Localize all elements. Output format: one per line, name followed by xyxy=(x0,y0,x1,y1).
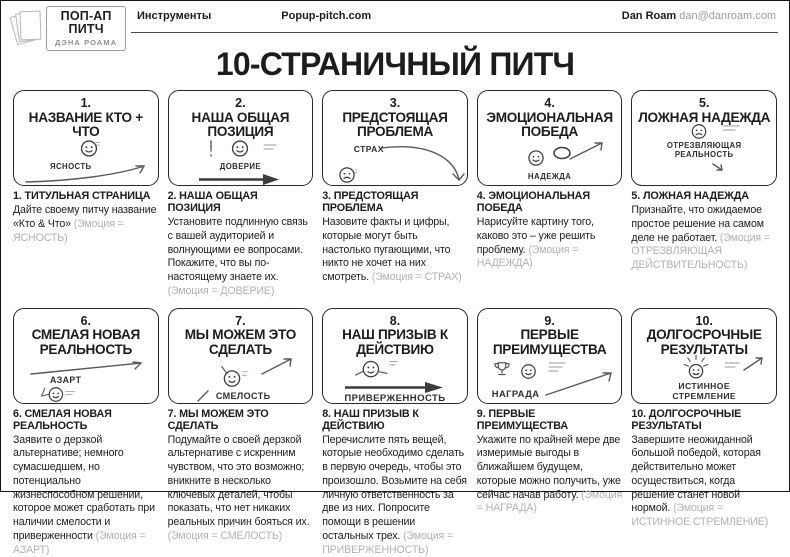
sketch-label: ДОВЕРИЕ xyxy=(219,161,262,171)
note-scribble-icon xyxy=(721,123,743,133)
sad-face-icon xyxy=(689,122,708,141)
rising-arrow-icon xyxy=(29,359,151,377)
emotion-note: (Эмоция = ИСТИННОЕ СТРЕМЛЕНИЕ) xyxy=(631,502,769,529)
pitch-card-9 xyxy=(477,308,623,404)
pitch-cell-9 xyxy=(477,308,623,557)
author-email[interactable]: dan@danroam.com xyxy=(679,10,776,22)
logo-title-line1: ПОП-АП xyxy=(60,9,112,23)
pitch-card-3 xyxy=(322,90,468,186)
pitch-card-1 xyxy=(13,90,159,186)
pitch-cell-1 xyxy=(13,90,159,299)
small-down-arrow-icon xyxy=(711,162,727,174)
face-icon xyxy=(519,362,538,381)
card-number: 1. xyxy=(80,96,92,110)
card-title: МЫ МОЖЕМ ЭТО СДЕЛАТЬ xyxy=(184,327,296,357)
card-title: НАШ ПРИЗЫВ К ДЕЙСТВИЮ xyxy=(342,327,448,357)
card-title: СМЕЛАЯ НОВАЯ РЕАЛЬНОСТЬ xyxy=(31,327,141,357)
card-number: 6. xyxy=(80,313,92,328)
radiant-face-icon xyxy=(681,354,711,380)
pitch-card-7 xyxy=(168,308,314,404)
emotion-note: (Эмоция = СТРАХ) xyxy=(371,271,462,284)
sketch-label: АЗАРТ xyxy=(50,375,82,386)
face-megaphone-icon xyxy=(39,385,79,404)
card-title: ЭМОЦИОНАЛЬНАЯ ПОБЕДА xyxy=(486,109,613,140)
card-number: 4. xyxy=(544,96,555,110)
card-sketch xyxy=(326,141,464,187)
curved-down-arrow-icon xyxy=(373,142,467,186)
face-icon xyxy=(230,138,251,159)
card-sketch xyxy=(17,358,155,404)
sketch-label: ПРИВЕРЖЕННОСТЬ xyxy=(344,393,446,405)
sketch-label: ОТРЕЗВЛЯЮЩАЯ РЕАЛЬНОСТЬ xyxy=(666,141,742,159)
rising-arrow-icon xyxy=(742,355,768,372)
description-title: 10. ДОЛГОСРОЧНЫЕ РЕЗУЛЬТАТЫ xyxy=(631,407,742,432)
rising-arrow-icon xyxy=(568,139,610,161)
pitch-card-6 xyxy=(13,308,159,404)
description-body: Дайте своему питчу название «Кто & Что» (Эмоция = ЯСНОСТЬ) xyxy=(13,204,157,244)
card-number: 2. xyxy=(235,96,246,110)
card-description xyxy=(168,408,314,544)
logo-subtitle: ДЭНА РОАМА xyxy=(55,38,118,47)
pitch-cell-7 xyxy=(168,308,314,557)
emotion-note: (Эмоция = НАДЕЖДА) xyxy=(476,243,579,270)
note-scribble-icon xyxy=(723,360,743,372)
pitch-card-8 xyxy=(322,308,468,404)
card-number: 9. xyxy=(544,313,555,328)
description-title: 4. ЭМОЦИОНАЛЬНАЯ ПОБЕДА xyxy=(476,190,590,214)
pitch-card-2 xyxy=(168,90,314,186)
card-number: 3. xyxy=(389,96,401,110)
face-icon xyxy=(526,148,546,168)
card-description xyxy=(477,408,623,517)
nav-item-tools: Инструменты xyxy=(137,10,212,22)
card-sketch xyxy=(17,141,155,187)
description-title: 8. НАШ ПРИЗЫВ К ДЕЙСТВИЮ xyxy=(322,407,419,432)
pitch-cell-5 xyxy=(631,90,777,299)
description-body: Признайте, что ожидаемое простое решение на самом деле не работает. (Эмоция = ОТРЕЗВЛЯЮЩАЯ ДЕЙСТВИТЕЛЬНОСТЬ) xyxy=(631,204,770,272)
emotion-note: (Эмоция = ДОВЕРИЕ) xyxy=(167,284,275,297)
card-sketch xyxy=(481,358,619,404)
card-description xyxy=(13,408,159,557)
speech-scribble-icon xyxy=(262,142,280,154)
author-name: Dan Roam xyxy=(621,10,677,22)
page-header xyxy=(1,1,789,45)
exclaim-figure-icon xyxy=(207,139,215,159)
description-body: Заявите о дерзкой альтернативе; немного сумасшедшем, но потенциально жизнеспособном решении, которое может сработать при наличии смелости и приверженности (Эмоция = АЗАРТ) xyxy=(13,433,155,556)
header-divider xyxy=(131,32,778,33)
pitch-cell-4 xyxy=(477,90,623,299)
header-nav xyxy=(137,10,371,22)
pitch-cell-6 xyxy=(13,308,159,557)
rising-arrow-icon xyxy=(260,356,298,376)
thought-bubble-icon xyxy=(552,146,572,160)
trophy-icon xyxy=(492,360,512,380)
pitch-grid xyxy=(1,90,789,557)
pitch-card-4 xyxy=(477,90,623,186)
description-title: 3. ПРЕДСТОЯЩАЯ ПРОБЛЕМА xyxy=(322,190,419,214)
right-arrow-icon xyxy=(197,173,283,186)
emotion-note: (Эмоция = ОТРЕЗВЛЯЮЩАЯ ДЕЙСТВИТЕЛЬНОСТЬ) xyxy=(631,231,770,272)
card-description xyxy=(168,190,314,299)
sketch-label: НАГРАДА xyxy=(491,388,540,400)
emotion-note: (Эмоция = ЯСНОСТЬ) xyxy=(13,217,124,244)
slash-line-icon xyxy=(196,389,210,403)
header-logo xyxy=(13,6,126,51)
description-body: Укажите по крайней мере две измеримые выгоды в ближайшем будущем, которые можно получить, уже сейчас начав работу. (Эмоция = НАГРАДА) xyxy=(476,433,623,515)
card-title: ДОЛГОСРОЧНЫЕ РЕЗУЛЬТАТЫ xyxy=(646,327,762,357)
face-icon xyxy=(78,138,99,159)
card-number: 8. xyxy=(389,313,401,328)
description-title: 9. ПЕРВЫЕ ПРЕИМУЩЕСТВА xyxy=(476,407,569,432)
emotion-note: (Эмоция = ПРИВЕРЖЕННОСТЬ) xyxy=(322,529,454,556)
description-body: Перечислите пять вещей, которые необходимо сделать в первую очередь, чтобы это произошло. Возьмите на себя личную ответственность за две из них. Попросите помощи в решении остальных трех. (Эмоция = ПРИВЕРЖЕННОСТЬ) xyxy=(322,433,467,556)
card-description xyxy=(631,408,777,530)
emotion-note: (Эмоция = НАГРАДА) xyxy=(476,488,623,515)
pitch-cell-10 xyxy=(631,308,777,557)
description-title: 2. НАША ОБЩАЯ ПОЗИЦИЯ xyxy=(167,190,258,214)
card-description xyxy=(13,190,159,245)
sketch-label: СТРАХ xyxy=(353,143,384,154)
card-title: НАША ОБЩАЯ ПОЗИЦИЯ xyxy=(191,109,290,140)
description-body: Установите подлинную связь с вашей аудиторией и волнующими ее вопросами. Покажите, что вы по-настоящему знаете их. (Эмоция = ДОВЕРИЕ) xyxy=(167,216,308,297)
card-sketch xyxy=(172,141,310,187)
card-title: НАЗВАНИЕ КТО + ЧТО xyxy=(28,109,143,140)
card-sketch xyxy=(172,358,310,404)
author-credit xyxy=(622,10,776,22)
sketch-label: НАДЕЖДА xyxy=(527,171,572,181)
pitch-card-10 xyxy=(631,308,777,404)
description-title: 1. ТИТУЛЬНАЯ СТРАНИЦА xyxy=(13,190,151,202)
card-sketch xyxy=(326,358,464,404)
face-raised-arm-icon xyxy=(215,363,249,389)
description-title: 6. СМЕЛАЯ НОВАЯ РЕАЛЬНОСТЬ xyxy=(13,407,112,432)
worried-face-icon xyxy=(337,165,357,185)
sketch-label: ИСТИННОЕ СТРЕМЛЕНИЕ xyxy=(672,381,737,402)
description-title: 5. ЛОЖНАЯ НАДЕЖДА xyxy=(631,190,749,202)
card-description xyxy=(477,190,623,271)
card-sketch xyxy=(635,358,773,404)
card-description xyxy=(322,190,468,285)
leading-figure-icon xyxy=(354,358,398,382)
emotion-note: (Эмоция = АЗАРТ) xyxy=(13,529,146,556)
pitch-cell-8 xyxy=(322,308,468,557)
card-number: 5. xyxy=(698,96,710,110)
sketch-label: ЯСНОСТЬ xyxy=(50,161,92,171)
card-sketch xyxy=(635,126,773,172)
logo-title-line2: ПИТЧ xyxy=(68,22,104,36)
page-title: 10-СТРАНИЧНЫЙ ПИТЧ xyxy=(215,46,575,82)
card-title: ПЕРВЫЕ ПРЕИМУЩЕСТВА xyxy=(492,327,607,357)
description-title: 7. МЫ МОЖЕМ ЭТО СДЕЛАТЬ xyxy=(167,407,269,432)
nav-item-site-link[interactable]: Popup-pitch.com xyxy=(281,10,372,22)
card-description xyxy=(322,408,468,557)
card-number: 10. xyxy=(695,313,713,328)
rising-arrow-icon xyxy=(543,368,619,398)
pitch-cell-2 xyxy=(168,90,314,299)
sketch-label: СМЕЛОСТЬ xyxy=(215,391,271,402)
logo-box xyxy=(46,6,126,51)
rising-arrow-icon xyxy=(23,161,151,185)
card-description xyxy=(631,190,777,273)
pitch-cell-3 xyxy=(322,90,468,299)
description-body: Подумайте о своей дерзкой альтернативе с искренним чувством, что это возможно; вникните в несколько ключевых деталей, чтобы показать, что нет никаких реальных причин бояться их. (Эмоция = СМЕЛОСТЬ) xyxy=(167,433,310,542)
pitch-card-5 xyxy=(631,90,777,186)
card-stack-icon xyxy=(13,9,43,49)
card-number: 7. xyxy=(235,313,246,328)
description-body: Назовите факты и цифры, которые могут быть настолько пугающими, что никто не хочет на них смотреть. (Эмоция = СТРАХ) xyxy=(322,216,462,284)
card-title: ЛОЖНАЯ НАДЕЖДА xyxy=(638,109,771,125)
emotion-note: (Эмоция = СМЕЛОСТЬ) xyxy=(167,529,283,542)
card-sketch xyxy=(481,141,619,187)
card-title: ПРЕДСТОЯЩАЯ ПРОБЛЕМА xyxy=(342,109,448,140)
description-body: Нарисуйте картину того, каково это – уже решить проблему. (Эмоция = НАДЕЖДА) xyxy=(476,216,596,270)
description-body: Завершите неожиданной большой победой, которая действительно может осуществиться, когда решение станет новой нормой. (Эмоция = ИСТИННОЕ СТРЕМЛЕНИЕ) xyxy=(631,433,769,529)
